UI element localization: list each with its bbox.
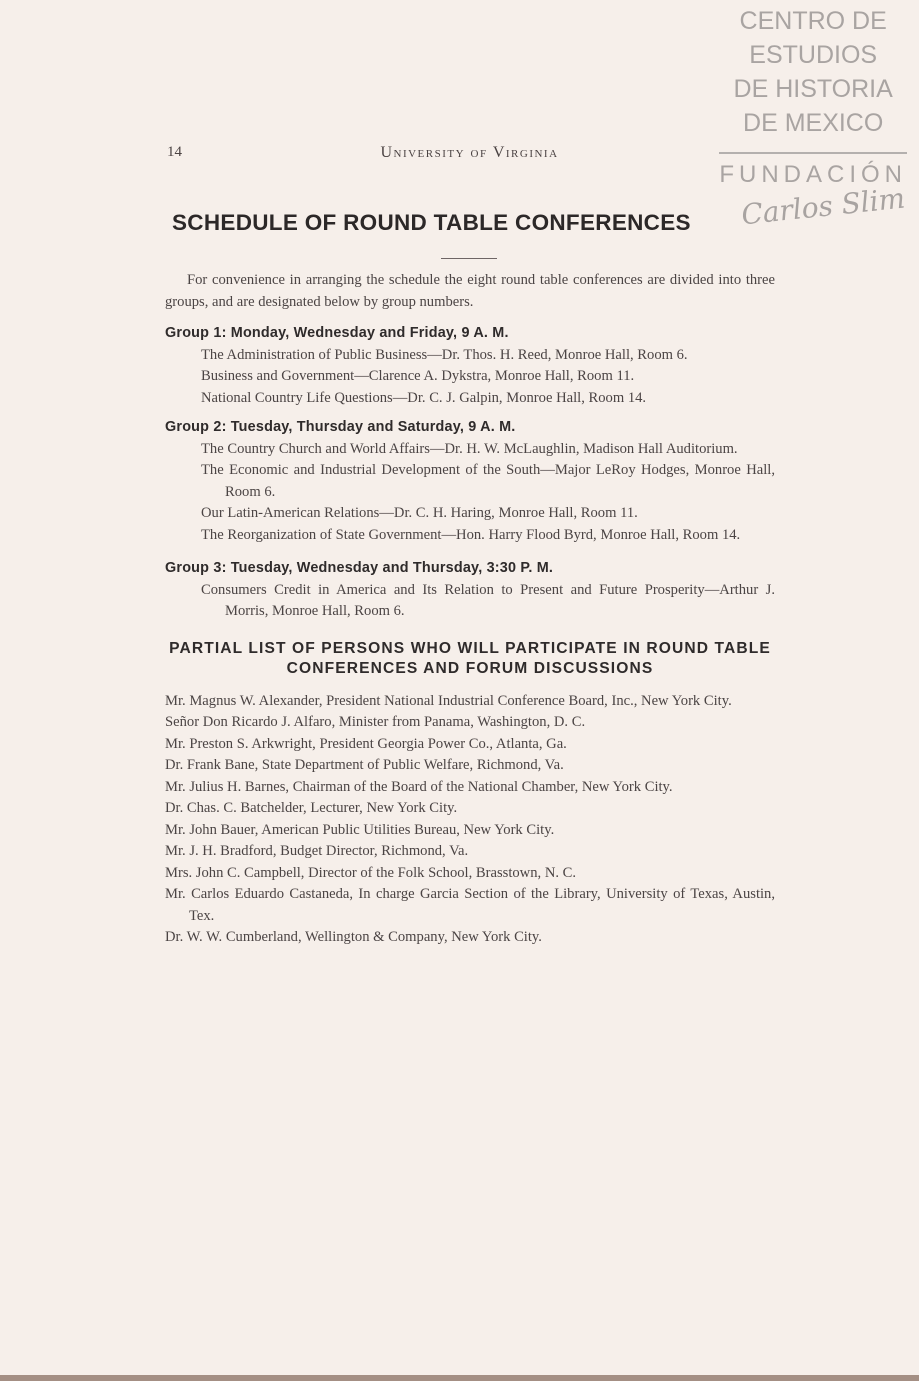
conference-entry: Business and Government—Clarence A. Dykstra, Monroe Hall, Room 11. (201, 368, 635, 384)
group-heading: Group 2: Tuesday, Thursday and Saturday, 9 A. M. (165, 419, 516, 435)
group-heading: Group 3: Tuesday, Wednesday and Thursday, 3:30 P. M. (165, 560, 554, 576)
page-body (165, 270, 775, 949)
running-title: University of Virginia (380, 144, 559, 161)
conference-entry: Our Latin-American Relations—Dr. C. H. Haring, Monroe Hall, Room 11. (201, 505, 638, 521)
watermark-signature: Carlos Slim (739, 181, 907, 232)
participant-entry: Dr. Chas. C. Batchelder, Lecturer, New York City. (165, 800, 458, 816)
participant-entry: Dr. W. W. Cumberland, Wellington & Company, New York City. (165, 929, 542, 945)
participant-entry: Dr. Frank Bane, State Department of Public Welfare, Richmond, Va. (165, 757, 564, 773)
intro-paragraph: For convenience in arranging the schedule the eight round table conferences are divided into three groups, and are designated below by group numbers. (165, 272, 775, 310)
participant-entry: Mr. John Bauer, American Public Utilities Bureau, New York City. (165, 821, 555, 838)
archive-watermark (719, 4, 907, 192)
watermark-line: CENTRO DE (739, 7, 887, 35)
participant-entry: Mr. J. H. Bradford, Budget Director, Richmond, Va. (165, 843, 469, 859)
group-2 (165, 417, 775, 546)
group-3 (165, 558, 775, 623)
page-number: 14 (167, 144, 182, 160)
title-rule (441, 258, 497, 259)
participant-entry: Señor Don Ricardo J. Alfaro, Minister from Panama, Washington, D. C. (165, 714, 586, 730)
conference-entry: The Economic and Industrial Development of the South—Major LeRoy Hodges, Monroe Hall, Room 6. (201, 462, 775, 500)
watermark-line: DE HISTORIA (733, 75, 893, 103)
conference-entry: National Country Life Questions—Dr. C. J. Galpin, Monroe Hall, Room 14. (201, 389, 647, 406)
conference-entry: Consumers Credit in America and Its Relation to Present and Future Prosperity—Arthur J. Morris, Monroe Hall, Room 6. (201, 581, 775, 619)
conference-entry: The Administration of Public Business—Dr. Thos. H. Reed, Monroe Hall, Room 6. (201, 346, 688, 363)
participant-entry: Mrs. John C. Campbell, Director of the Folk School, Brasstown, N. C. (165, 864, 577, 881)
group-heading: Group 1: Monday, Wednesday and Friday, 9 A. M. (165, 325, 509, 341)
conference-entry: The Reorganization of State Government—Hon. Harry Flood Byrd, Monroe Hall, Room 14. (201, 526, 741, 543)
participant-entry: Mr. Carlos Eduardo Castaneda, In charge Garcia Section of the Library, University of Texas, Austin, Tex. (165, 886, 775, 924)
page-title: SCHEDULE OF ROUND TABLE CONFERENCES (172, 210, 691, 235)
conference-entry: The Country Church and World Affairs—Dr. H. W. McLaughlin, Madison Hall Auditorium. (201, 440, 738, 457)
participants-heading: PARTIAL LIST OF PERSONS WHO WILL PARTICIPATE IN ROUND TABLE CONFERENCES AND FORUM DISCUSSIONS (169, 639, 771, 677)
participant-entry: Mr. Preston S. Arkwright, President Georgia Power Co., Atlanta, Ga. (165, 735, 567, 752)
participant-entry: Mr. Julius H. Barnes, Chairman of the Board of the National Chamber, New York City. (165, 778, 673, 795)
participant-entry: Mr. Magnus W. Alexander, President National Industrial Conference Board, Inc., New York City. (165, 692, 732, 709)
watermark-foundation: FUNDACIÓN (719, 152, 907, 192)
participants-list (165, 691, 775, 949)
watermark-line: DE MEXICO (743, 109, 884, 137)
watermark-line: ESTUDIOS (749, 41, 878, 69)
group-1 (165, 323, 775, 409)
